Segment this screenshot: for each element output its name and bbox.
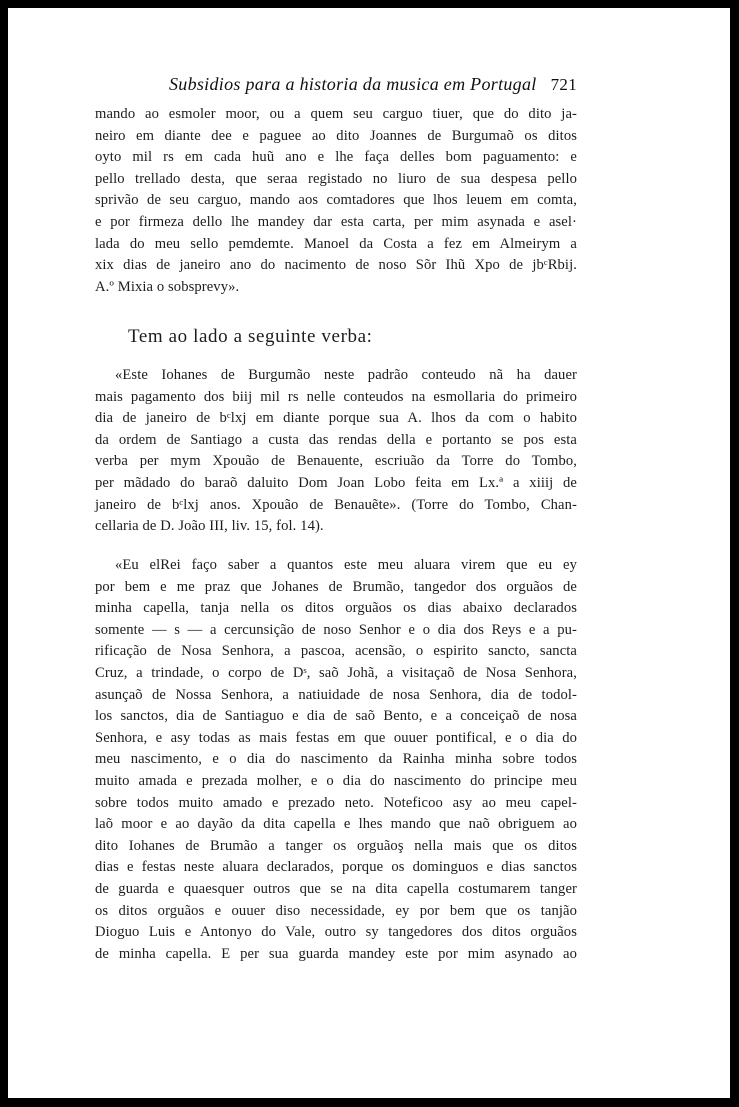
paragraph-aluara (95, 555, 577, 965)
text-line: dia de janeiro de bᶜlxj em diante porque sua A. lhos da com o habito (95, 410, 577, 427)
page-number: 721 (550, 75, 577, 94)
text-line: laõ moor e ao dayão da dita capella e lhes mando que naõ obriguem ao (95, 816, 577, 833)
text-line: per mãdado do baraõ daluito Dom Joan Lobo feita em Lx.ª a xiiij de (95, 474, 577, 491)
text-line: xix dias de janeiro ano do nacimento de noso Sõr Ihũ Xpo de jbᶜRbij. (95, 257, 577, 274)
text-line: e por firmeza dello lhe mandey dar esta carta, per mim asynada e asel· (95, 213, 577, 230)
running-head (8, 74, 577, 95)
text-line: pello trellado desta, que seraa registado no liuro de sua despesa pello (95, 170, 577, 187)
text-line: Dioguo Luis e Antonyo do Vale, outro sy tangedores dos ditos orguãos (95, 924, 577, 941)
text-line: da ordem de Santiago a custa das rendas della e portanto se pos esta (95, 431, 577, 448)
text-line: minha capella, tanja nella os ditos orguãos os dias abaixo declarados (95, 600, 577, 617)
text-line: muito amada e prezada molher, e o dia do nascimento do principe meu (95, 772, 577, 789)
text-line: verba per mym Xpouão de Benauente, escriuão da Torre do Tombo, (95, 453, 577, 470)
text-line: somente — s — a cercunsição de noso Senhor e o dia dos Reys e a pu- (95, 621, 577, 638)
text-line: «Este Iohanes de Burgumão neste padrão conteudo nã ha dauer (115, 367, 577, 383)
text-line: dito Iohanes de Brumão a tanger os orguãoş nella mais que os ditos (95, 837, 577, 854)
text-line: los sanctos, dia de Santiaguo e dia de saõ Bento, e a conceiçaõ de nosa (95, 708, 577, 725)
text-line: de minha capella. E per sua guarda mandey este por mim asynado ao (95, 945, 577, 962)
text-line: cellaria de D. João III, liv. 15, fol. 14). (95, 518, 324, 535)
text-line: dias e festas neste aluara declarados, porque os dominguos e dias sanctos (95, 859, 577, 876)
text-line: mais pagamento dos biij mil rs nelle conteudos na esmollaria do primeiro (95, 388, 577, 405)
text-line: Cruz, a trindade, o corpo de Dˢ, saõ Johã, a visitaçaõ de Nosa Senhora, (95, 664, 577, 681)
section-heading: Tem ao lado a seguinte verba: (128, 326, 373, 347)
text-line: os ditos orguãos e ouuer diso necessidade, ey por bem que os tanjão (95, 902, 577, 919)
text-line: asunçaõ de Nossa Senhora, a natiuidade de nosa Senhora, dia de todol- (95, 686, 577, 703)
text-line: de guarda e quaesquer outros que se na dita capella costumarem tanger (95, 880, 577, 897)
text-line: lada do meu sello pemdemte. Manoel da Costa a fez em Almeirym a (95, 235, 577, 252)
text-line: sprivão de seu carguo, mando aos comtadores que lhos leuem em comta, (95, 192, 577, 209)
text-line: sobre todos muito amado e prezado neto. Noteficoo asy ao meu capel- (95, 794, 577, 811)
text-line: rificação de Nosa Senhora, a pascoa, acensão, o espirito sancto, sancta (95, 643, 577, 660)
text-line: A.º Mixia o sobsprevy». (95, 278, 240, 295)
text-line: por bem e me praz que Johanes de Brumão, tangedor dos orguãos de (95, 578, 577, 595)
text-line: Senhora, e asy todas as mais festas em que ouuer pontifical, e o dia do (95, 729, 577, 746)
paragraph-letter-end (95, 104, 577, 298)
book-page (8, 8, 730, 1098)
running-head-title: Subsidios para a historia da musica em Portugal (168, 74, 537, 94)
text-line: janeiro de bᶜlxj anos. Xpouão de Benauẽte». (Torre do Tombo, Chan- (95, 496, 577, 513)
paragraph-verba (95, 365, 577, 538)
text-line: oyto mil rs em cada huũ ano e lhe faça delles bom paguamento: e (95, 149, 577, 166)
text-line: meu nascimento, e o dia do nascimento da Rainha minha sobre todos (95, 751, 577, 768)
text-line: neiro em diante dee e paguee ao dito Joannes de Burgumaõ os ditos (95, 127, 577, 144)
text-line: «Eu elRei faço saber a quantos este meu aluara virem que eu ey (115, 557, 577, 573)
text-line: mando ao esmoler moor, ou a quem seu carguo tiuer, que do dito ja- (95, 106, 577, 122)
